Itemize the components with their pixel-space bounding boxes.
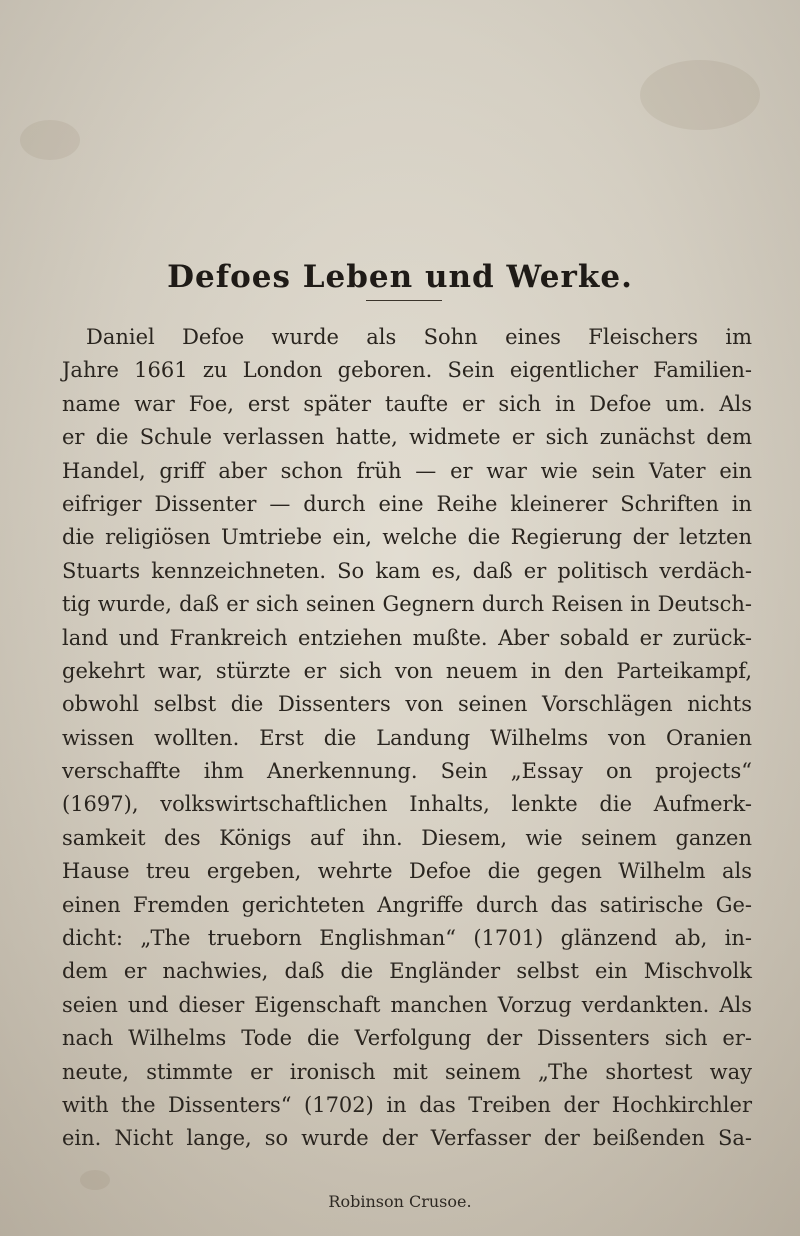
text-line: wissen wollten. Erst die Landung Wilhelms von Oranien [62, 725, 752, 750]
text-line: neute, stimmte er ironisch mit seinem „The shortest way [62, 1059, 752, 1084]
text-line: er die Schule verlassen hatte, widmete er sich zunächst dem [62, 425, 752, 450]
title-divider [366, 300, 442, 301]
body-paragraph [62, 321, 752, 1156]
text-line: obwohl selbst die Dissenters von seinen Vorschlägen nichts [62, 692, 752, 717]
text-line: seien und dieser Eigenschaft manchen Vorzug verdankten. Als [62, 992, 752, 1017]
text-line: with the Dissenters“ (1702) in das Treiben der Hochkirchler [62, 1092, 752, 1117]
text-line: gekehrt war, stürzte er sich von neuem in den Parteikampf, [62, 658, 752, 683]
text-line: Jahre 1661 zu London geboren. Sein eigentlicher Familien- [62, 358, 752, 383]
text-line: Daniel Defoe wurde als Sohn eines Fleischers im [86, 325, 752, 349]
text-line: tig wurde, daß er sich seinen Gegnern durch Reisen in Deutsch- [62, 592, 752, 617]
running-footer: Robinson Crusoe. [328, 1192, 472, 1211]
text-line: eifriger Dissenter — durch eine Reihe kleinerer Schriften in [62, 491, 752, 516]
text-line: Handel, griff aber schon früh — er war wie sein Vater ein [62, 458, 752, 483]
text-line: Stuarts kennzeichneten. So kam es, daß er politisch verdäch- [62, 558, 752, 583]
text-line: nach Wilhelms Tode die Verfolgung der Dissenters sich er- [62, 1026, 752, 1051]
text-line: name war Foe, erst später taufte er sich in Defoe um. Als [62, 391, 752, 416]
text-line: (1697), volkswirtschaftlichen Inhalts, lenkte die Aufmerk- [62, 792, 752, 817]
page-title: Defoes Leben und Werke. [167, 258, 633, 295]
text-line: samkeit des Königs auf ihn. Diesem, wie seinem ganzen [62, 825, 752, 850]
text-line: dem er nachwies, daß die Engländer selbst ein Mischvolk [62, 959, 752, 984]
page-stain [20, 120, 80, 160]
page-stain [640, 60, 760, 130]
text-line: dicht: „The trueborn Englishman“ (1701) glänzend ab, in- [62, 926, 752, 951]
text-line: Hause treu ergeben, wehrte Defoe die gegen Wilhelm als [62, 859, 752, 884]
text-line: einen Fremden gerichteten Angriffe durch das satirische Ge- [62, 892, 752, 917]
text-line: ein. Nicht lange, so wurde der Verfasser der beißenden Sa- [62, 1126, 752, 1151]
text-line: verschaffte ihm Anerkennung. Sein „Essay on projects“ [62, 759, 752, 784]
text-line: land und Frankreich entziehen mußte. Aber sobald er zurück- [62, 625, 752, 650]
page-stain [80, 1170, 110, 1190]
text-line: die religiösen Umtriebe ein, welche die Regierung der letzten [62, 525, 752, 550]
